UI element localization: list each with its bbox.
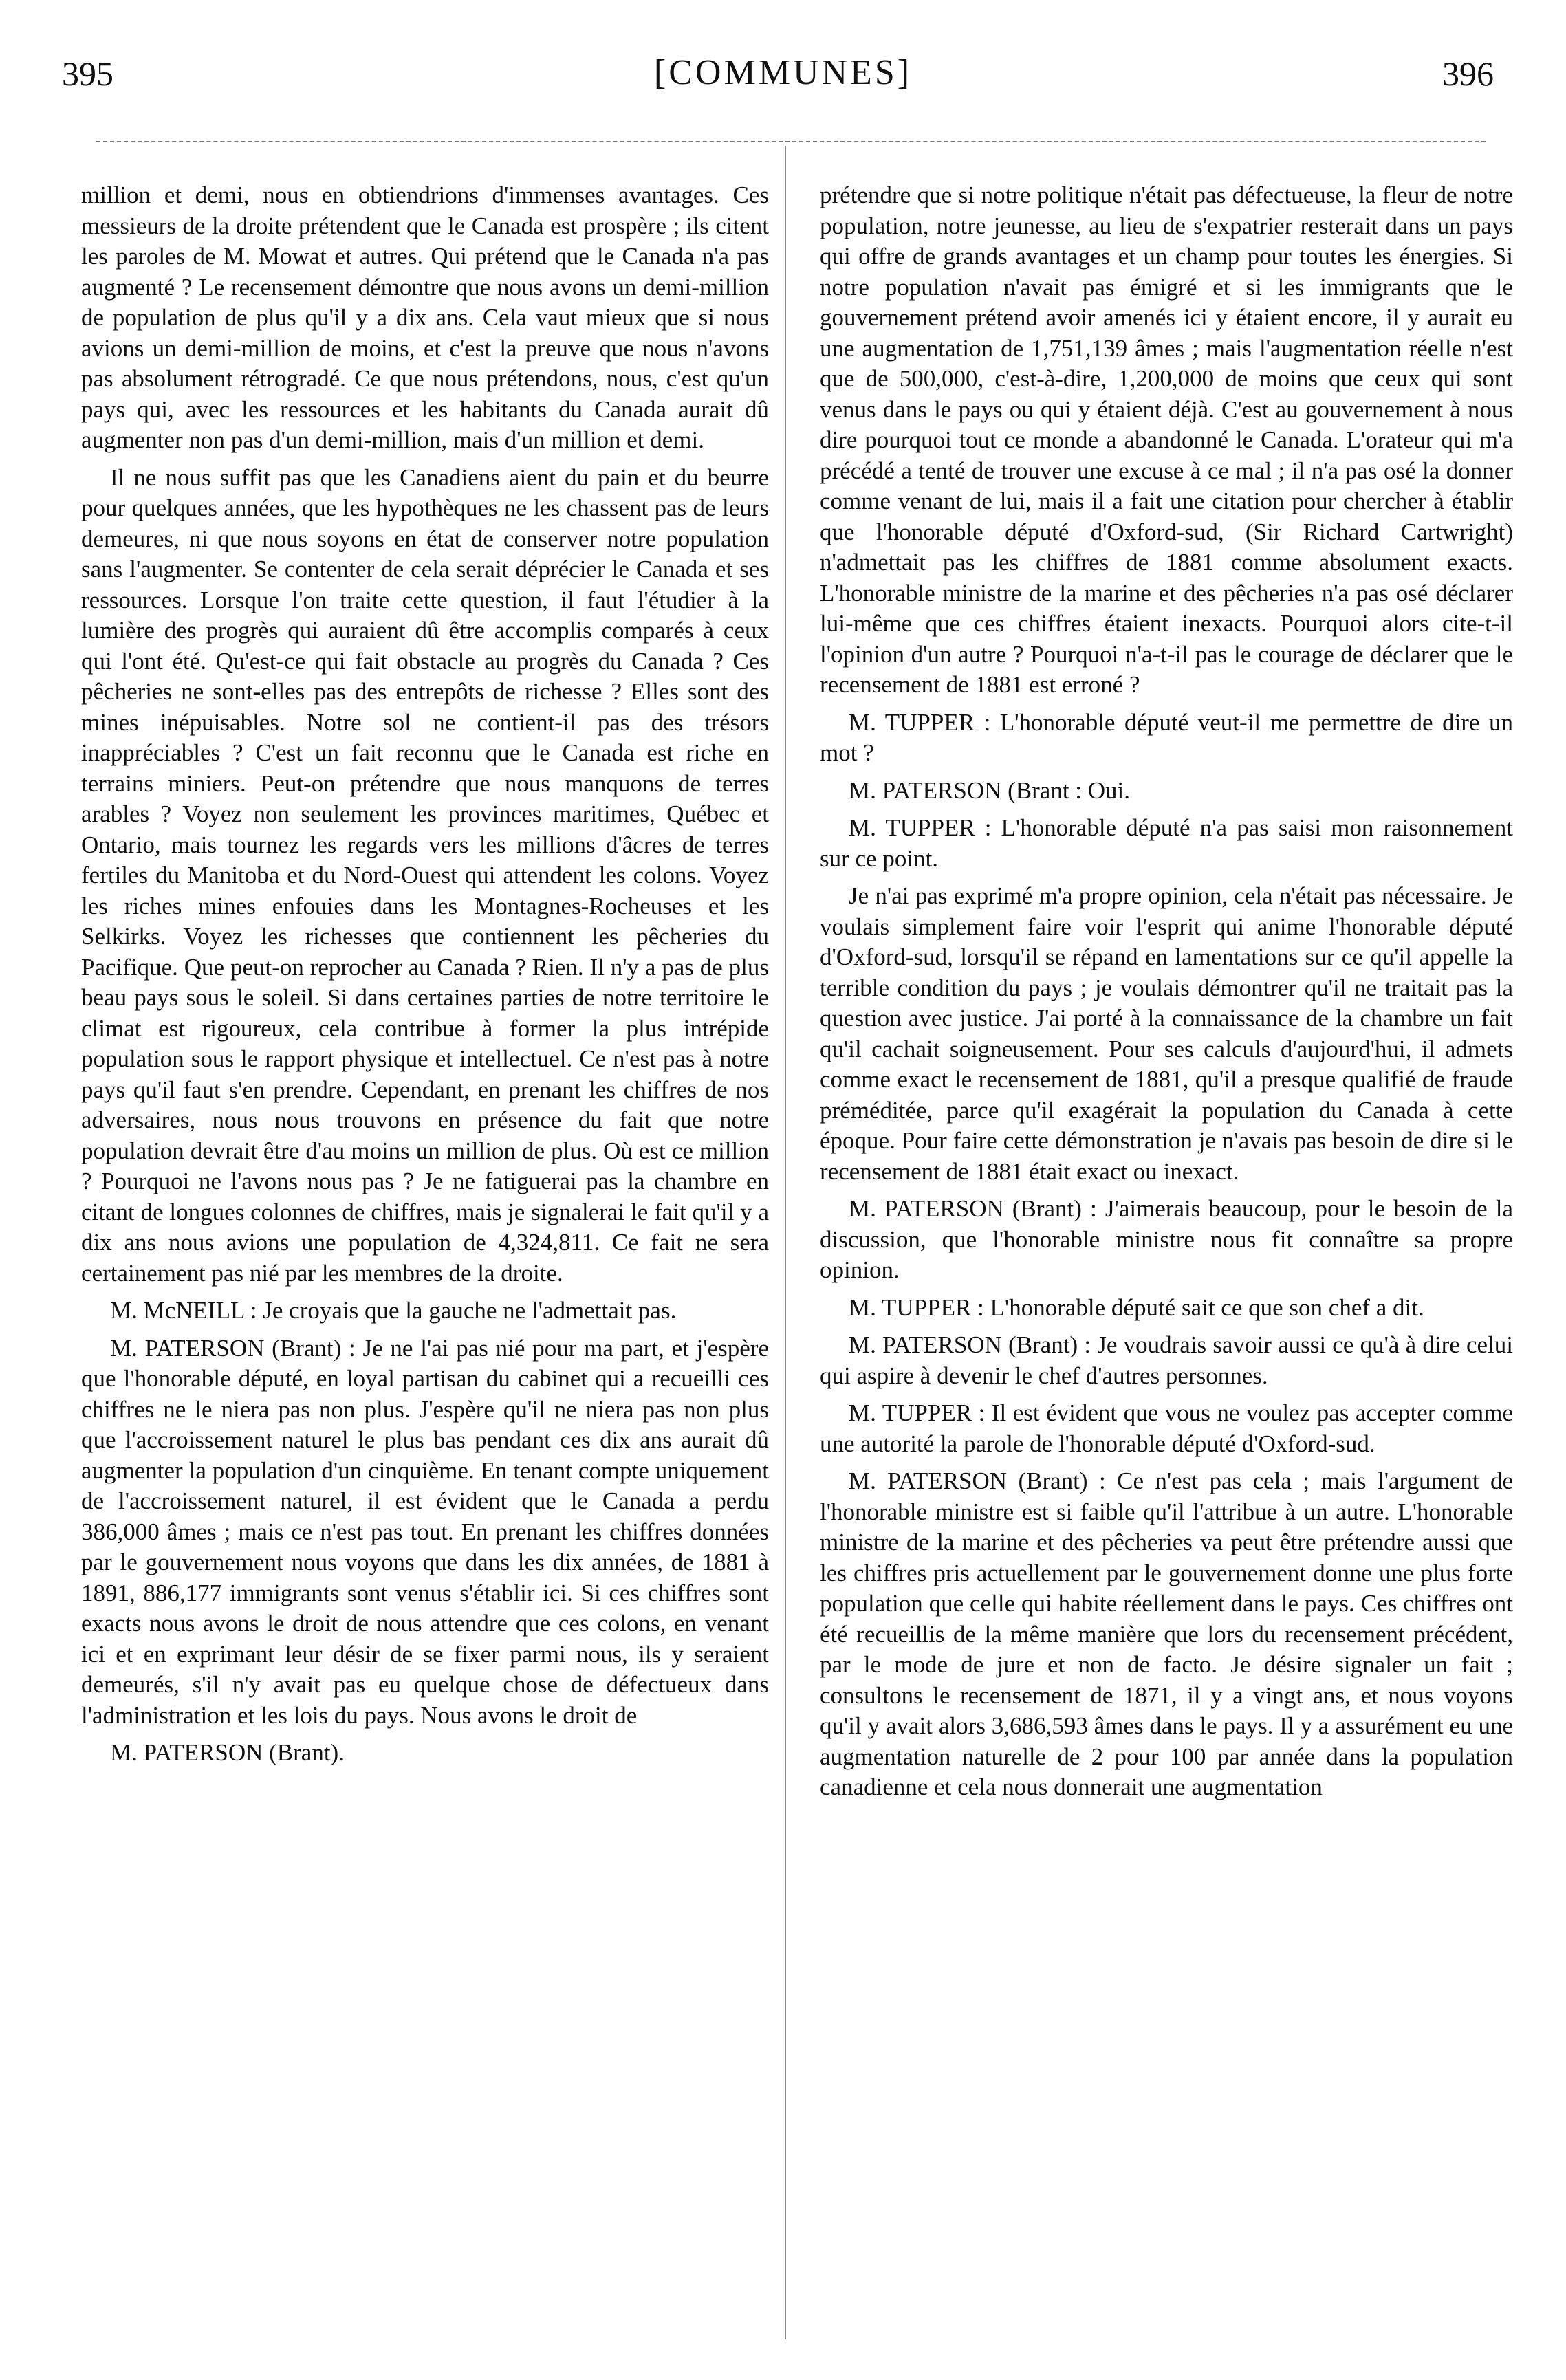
paragraph: M. PATERSON (Brant) : Je ne l'ai pas nié pour ma part, et j'espère que l'honorable député, en loyal partisan du cabinet qui a recueilli ces chiffres ne le niera pas non plus. J'espère qu'il ne niera pas non plus que l'accroissement naturel le plus bas pendant ces dix ans aurait dû augmenter la population d'un cinquième. En tenant compte uniquement de l'accroissement naturel, il est évident que le Canada a perdu 386,000 âmes ; mais ce n'est pas tout. En prenant les chiffres données par le gouvernement nous voyons que dans les dix années, de 1881 à 1891, 886,177 immigrants sont venus s'établir ici. Si ces chiffres sont exacts nous avons le droit de nous attendre que ces colons, en venant ici et en exprimant leur désir de se fixer parmi nous, ils y seraient demeurés, s'il n'y avait pas eu quelque chose de défectueux dans l'administration et les lois du pays. Nous avons le droit de [81, 1334, 769, 1729]
paragraph: M. PATERSON (Brant) : J'aimerais beaucoup, pour le besoin de la discussion, que l'honorable ministre nous fit connaître sa propre opinion. [820, 1195, 1513, 1283]
paragraph: Je n'ai pas exprimé m'a propre opinion, cela n'était pas nécessaire. Je voulais simplement faire voir l'esprit qui anime l'honorable député d'Oxford-sud, lorsqu'il se répand en lamentations sur ce qu'il appelle la terrible condition du pays ; je voulais démontrer qu'il ne traitait pas la question avec justice. J'ai porté à la connaissance de la chambre un fait qu'il cachait soigneusement. Pour ses calculs d'aujourd'hui, il admets comme exact le recensement de 1881, qu'il a presque qualifié de fraude préméditée, parce qu'il exagérait la population du Canada à cette époque. Pour faire cette démonstration je n'avais pas besoin de dire si le recensement de 1881 était exact ou inexact. [820, 882, 1513, 1185]
column-divider [785, 146, 786, 2339]
paragraph: M. McNEILL : Je croyais que la gauche ne l'admettait pas. [110, 1297, 677, 1324]
paragraph: M. PATERSON (Brant) : Ce n'est pas cela ; mais l'argument de l'honorable ministre est si faible qu'il l'attribue à un autre. L'honorable ministre de la marine et des pêcheries va peut être prétendre aussi que les chiffres pris actuellement par le gouvernement donne une plus forte population que celle qui habite réellement dans le pays. Ces chiffres ont été recueillis de la même manière que lors du recensement précédent, par le mode de jure et non de facto. Je désire signaler un fait ; consultons le recensement de 1871, il y a vingt ans, et nous voyons qu'il y avait alors 3,686,593 âmes dans le pays. Il y a assurément eu une augmentation naturelle de 2 pour 100 par année dans la population canadienne et cela nous donnerait une augmentation [820, 1467, 1513, 1800]
paragraph: M. TUPPER : Il est évident que vous ne voulez pas accepter comme une autorité la parole de l'honorable député d'Oxford-sud. [820, 1399, 1513, 1457]
left-column [81, 180, 769, 1776]
paragraph: M. PATERSON (Brant) : Je voudrais savoir aussi ce qu'à à dire celui qui aspire à devenir le chef d'autres personnes. [820, 1331, 1513, 1389]
speaker-signature: M. PATERSON (Brant). [110, 1739, 345, 1766]
paragraph: M. PATERSON (Brant : Oui. [849, 776, 1131, 804]
paragraph: Il ne nous suffit pas que les Canadiens aient du pain et du beurre pour quelques années, que les hypothèques ne les chassent pas de leurs demeures, ni que nous soyons en état de conserver notre population sans l'augmenter. Se contenter de cela serait déprécier le Canada et ses ressources. Lorsque l'on traite cette question, il faut l'étudier à la lumière des progrès qui auraient dû être accomplis comparés à ceux qui l'ont été. Qu'est-ce qui fait obstacle au progrès du Canada ? Ces pêcheries ne sont-elles pas des entrepôts de richesse ? Elles sont des mines inépuisables. Notre sol ne contient-il pas des trésors inappréciables ? C'est un fait reconnu que le Canada est riche en terrains miniers. Peut-on prétendre que nous manquons de terres arables ? Voyez non seulement les provinces maritimes, Québec et Ontario, mais tournez les regards vers les millions d'âcres de terres fertiles du Manitoba et du Nord-Ouest qui attendent les colons. Voyez les riches mines enfouies dans les Montagnes-Rocheuses et les Selkirks. Voyez les richesses que contiennent les pêcheries du Pacifique. Que peut-on reprocher au Canada ? Rien. Il n'y a pas de plus beau pays sous le soleil. Si dans certaines parties de notre territoire le climat est rigoureux, cela contribue à former la plus intrépide population sous le rapport physique et intellectuel. Ce n'est pas à notre pays qu'il faut s'en prendre. Cependant, en prenant les chiffres de nos adversaires, nous nous trouvons en présence du fait que notre population devrait être d'au moins un million de plus. Où est ce million ? Pourquoi ne l'avons nous pas ? Je ne fatiguerai pas la chambre en citant de longues colonnes de chiffres, mais je signalerai le fait qu'il y a dix ans nous avions une population de 4,324,811. Ce fait ne sera certainement pas nié par les membres de la droite. [81, 463, 769, 1287]
paragraph: prétendre que si notre politique n'était pas défectueuse, la fleur de notre population, notre jeunesse, au lieu de s'expatrier resterait dans un pays qui offre de grands avantages et un champ pour toutes les énergies. Si notre population n'avait pas émigré et si les immigrants que le gouvernement prétend avoir amenés ici y étaient encore, il y aurait eu une augmentation de 1,751,139 âmes ; mais l'augmentation réelle n'est que de 500,000, c'est-à-dire, 1,200,000 de moins que ceux qui sont venus dans le pays ou qui y étaient déjà. C'est au gouvernement à nous dire pourquoi tout ce monde a abandonné le Canada. L'orateur qui m'a précédé a tenté de trouver une excuse à ce mal ; il n'a pas osé la donner comme venant de lui, mais il a fait une citation pour chercher à établir que l'honorable député d'Oxford-sud, (Sir Richard Cartwright) n'admettait pas les chiffres de 1881 comme absolument exacts. L'honorable ministre de la marine et des pêcheries n'a pas osé déclarer lui-même que ces chiffres étaient inexacts. Pourquoi alors cite-t-il l'opinion d'un autre ? Pourquoi n'a-t-il pas le courage de déclarer que le recensement de 1881 est erroné ? [820, 182, 1513, 698]
running-title: [COMMUNES] [653, 53, 913, 92]
paragraph: M. TUPPER : L'honorable député n'a pas saisi mon raisonnement sur ce point. [820, 814, 1513, 872]
paragraph: M. TUPPER : L'honorable député sait ce que son chef a dit. [849, 1293, 1424, 1321]
paragraph: million et demi, nous en obtiendrions d'immenses avantages. Ces messieurs de la droite prétendent que le Canada est prospère ; ils citent les paroles de M. Mowat et autres. Qui prétend que le Canada n'a pas augmenté ? Le recensement démontre que nous avons un demi-million de population de plus qu'il y a dix ans. Cela vaut mieux que si nous avions un demi-million de moins, et c'est la preuve que nous n'avons pas absolument rétrogradé. Ce que nous prétendons, nous, c'est qu'un pays qui, avec les ressources et les habitants du Canada aurait dû augmenter non pas d'un demi-million, mais d'un million et demi. [81, 182, 769, 453]
header-rule [96, 141, 1486, 142]
page-header [0, 0, 1566, 138]
page-number-left: 395 [62, 54, 113, 93]
page-number-right: 396 [1442, 54, 1494, 93]
right-column [820, 180, 1513, 1810]
paragraph: M. TUPPER : L'honorable député veut-il me permettre de dire un mot ? [820, 708, 1513, 766]
